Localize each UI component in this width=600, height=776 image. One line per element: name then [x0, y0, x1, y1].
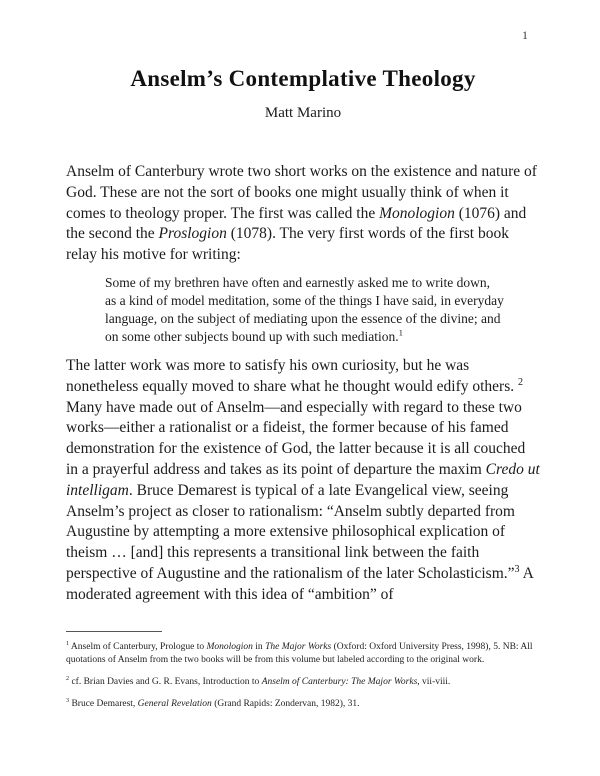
author-byline: Matt Marino	[264, 105, 342, 121]
footnotes-section	[66, 631, 542, 720]
footnote-2: $^2$ cf. Brian Davies and G. R. Evans, Introduction to Anselm of Canterbury: The Major Works, vii-viii.	[66, 675, 451, 687]
footnote-separator	[66, 631, 162, 632]
footnote-1: $^1$ Anselm of Canterbury, Prologue to Monologion in The Major Works (Oxford: Oxford University Press, 1998), 5. NB: All quotations of Anselm from the two books will be from this volume but labeled according to the original work.	[66, 640, 533, 665]
page-number: 1	[522, 28, 528, 42]
paragraph-intro: Anselm of Canterbury wrote two short works on the existence and nature of God. These are not the sort of books one might usually think of when it comes to theology proper. The first was called the Monologion (1076) and the second the Proslogion (1078). The very first words of the first book relay his motive for writing:	[66, 163, 537, 264]
paragraph-latter-work: The latter work was more to satisfy his own curiosity, but he was nonetheless equally moved to share what he thought would edify others. $^2$	[66, 356, 524, 395]
footnote-3: $^3$ Bruce Demarest, General Revelation (Grand Rapids: Zondervan, 1982), 31.	[66, 697, 360, 709]
paragraph-rationalist-fideist: Many have made out of Anselm—and especially with regard to these two works—either a rationalist or a fideist, the former because of his famed demonstration for the existence of God, the latter because it is all couched in a prayerful address and takes as its point of departure the maxim Credo ut intelligam. Bruce Demarest is typical of a late Evangelical view, seeing Anselm’s project as closer to rationalism: “Anselm subtly departed from Augustine by attempting a more extensive philosophical explication of theism … [and] this represents a transitional link between the faith perspective of Augustine and the rationalism of the later Scholasticism.”$^3$ A moderated agreement with this idea of “ambition” of	[66, 398, 540, 603]
page-title: Anselm’s Contemplative Theology	[130, 66, 476, 91]
block-quote: Some of my brethren have often and earnestly asked me to write down, as a kind of model meditation, some of the things I have said, in everyday language, on the subject of mediating upon the essence of the divine; and on some other subjects bound up with such mediation.$^1$	[105, 274, 504, 344]
